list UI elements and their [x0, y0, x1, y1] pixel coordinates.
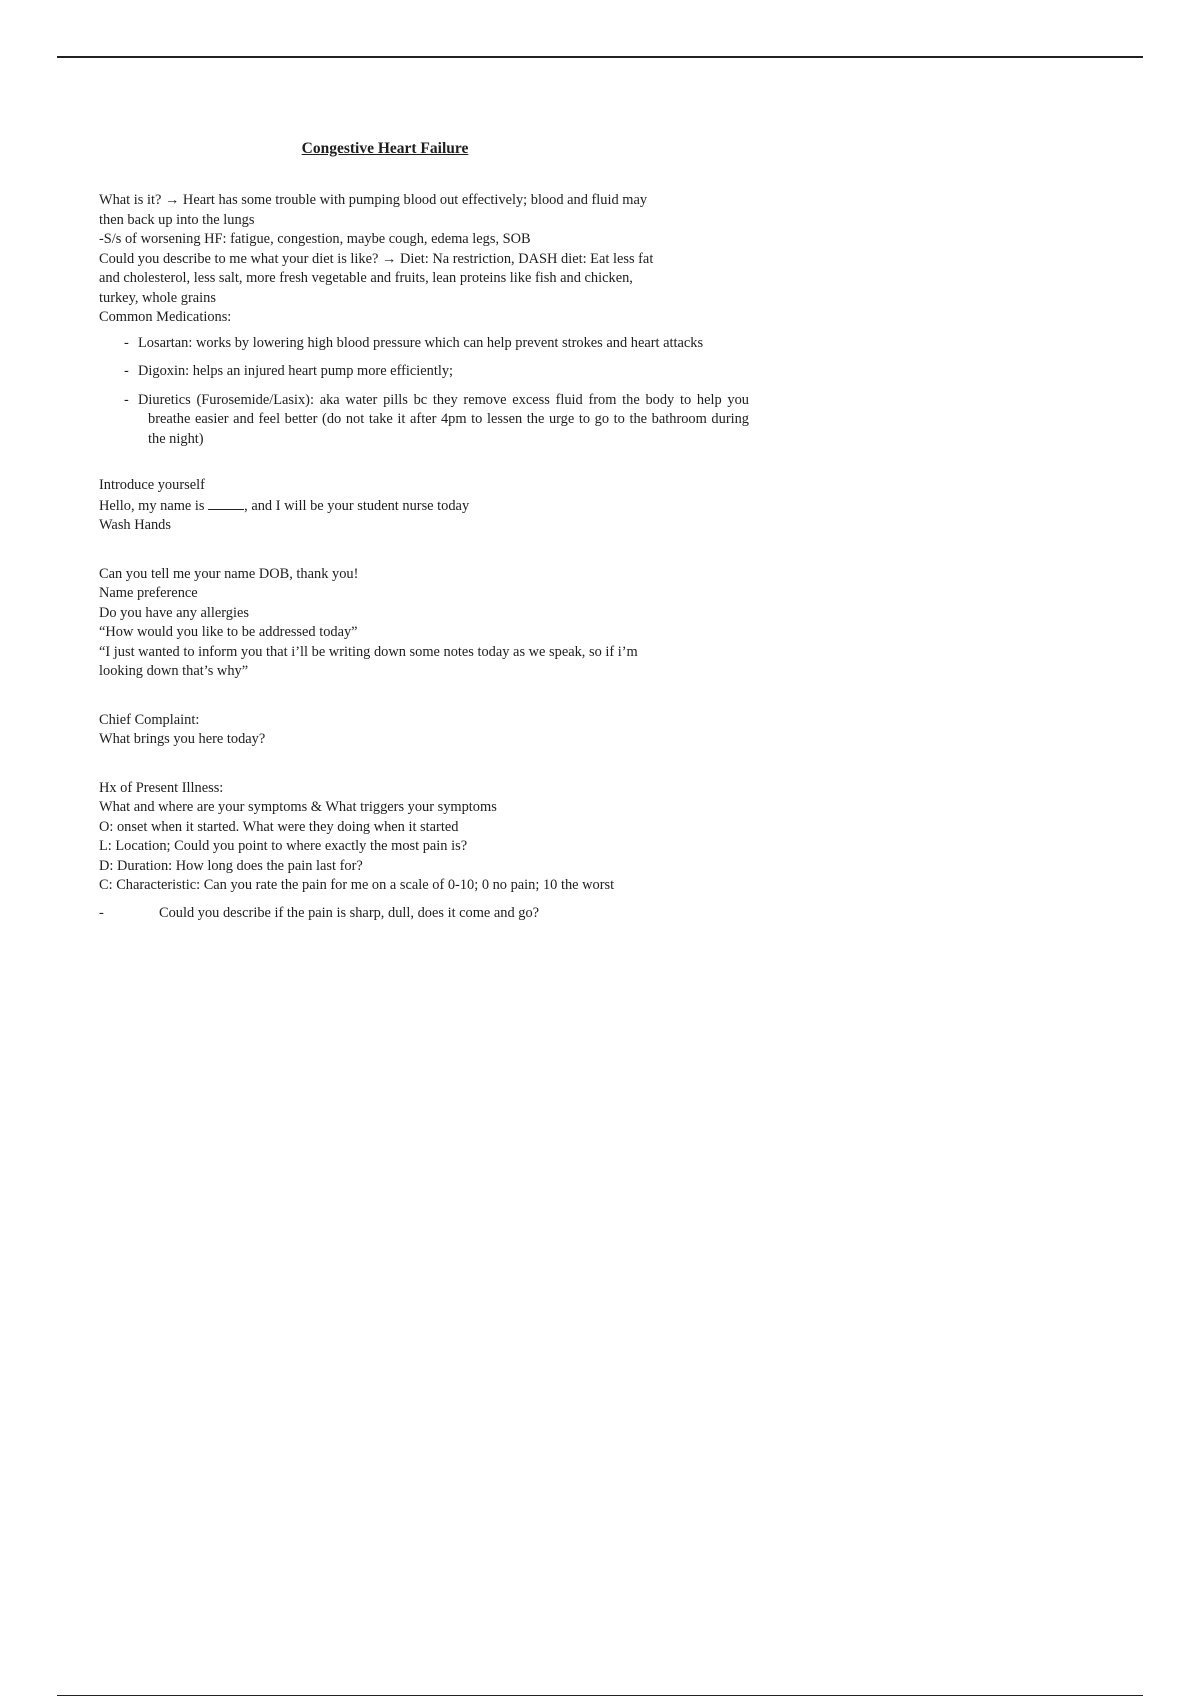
text-line: Name preference [99, 585, 198, 601]
text-line: then back up into the lungs [99, 211, 255, 228]
name-blank [208, 496, 244, 510]
text-line: Do you have any allergies [99, 604, 249, 621]
greeting-line [99, 496, 749, 517]
top-rule [57, 56, 1143, 58]
chief-complaint-block [99, 711, 749, 750]
text-line: looking down that’s why” [99, 663, 249, 679]
section-heading: Introduce yourself [99, 477, 205, 493]
hpi-block [99, 779, 749, 924]
text-line: Could you describe to me what your diet is like? → Diet: Na restriction, DASH diet: Eat less fat [99, 250, 654, 267]
introduce-block [99, 476, 749, 536]
text-line: and cholesterol, less salt, more fresh vegetable and fruits, lean proteins like fish and chicken, [99, 270, 633, 286]
greeting-start: Hello, my name is [99, 497, 209, 514]
text-line: Can you tell me your name DOB, thank you! [99, 565, 359, 582]
text-line: -S/s of worsening HF: fatigue, congestion, maybe cough, edema legs, SOB [99, 231, 531, 247]
greeting-end: , and I will be your student nurse today [244, 497, 470, 514]
medications-heading: Common Medications: [99, 309, 232, 325]
medication-text: Digoxin: helps an injured heart pump more efficiently; [138, 363, 454, 379]
text-line: turkey, whole grains [99, 289, 216, 306]
document-title: Congestive Heart Failure [301, 140, 469, 157]
list-item [99, 334, 749, 354]
section-heading: Hx of Present Illness: [99, 779, 224, 796]
medication-text: Losartan: works by lowering high blood pressure which can help prevent strokes and heart attacks [138, 334, 704, 351]
text-line: O: onset when it started. What were they doing when it started [99, 818, 459, 835]
text-line: Wash Hands [99, 517, 171, 533]
list-item [99, 904, 749, 924]
text-line: C: Characteristic: Can you rate the pain for me on a scale of 0-10; 0 no pain; 10 the worst [99, 877, 615, 893]
bottom-rule [57, 1695, 1143, 1696]
intro-block [99, 191, 749, 328]
bullet-dash: - [124, 334, 129, 351]
medication-text: Diuretics (Furosemide/Lasix): aka water pills bc they remove excess fluid from the body to help you breathe easier and feel better (do not take it after 4pm to lessen the urge to go to the bathroom during the night) [138, 391, 749, 447]
text-line: L: Location; Could you point to where exactly the most pain is? [99, 838, 468, 854]
text-line: What and where are your symptoms & What triggers your symptoms [99, 799, 497, 815]
list-item [99, 391, 749, 450]
text-line: “I just wanted to inform you that i’ll be writing down some notes today as we speak, so if i’m [99, 643, 638, 660]
text-line: Could you describe if the pain is sharp, dull, does it come and go? [159, 904, 540, 921]
bullet-dash: - [124, 363, 129, 379]
document-body [99, 191, 749, 924]
identify-block [99, 565, 749, 682]
list-item [99, 362, 749, 382]
medication-list [99, 334, 749, 450]
text-line: D: Duration: How long does the pain last for? [99, 857, 363, 874]
text-line: What brings you here today? [99, 731, 266, 747]
bullet-dash: - [99, 904, 104, 921]
section-heading: Chief Complaint: [99, 711, 200, 728]
text-line: What is it? → Heart has some trouble with pumping blood out effectively; blood and fluid may [99, 192, 648, 208]
text-line: “How would you like to be addressed today” [99, 624, 358, 640]
bullet-dash: - [124, 391, 129, 408]
